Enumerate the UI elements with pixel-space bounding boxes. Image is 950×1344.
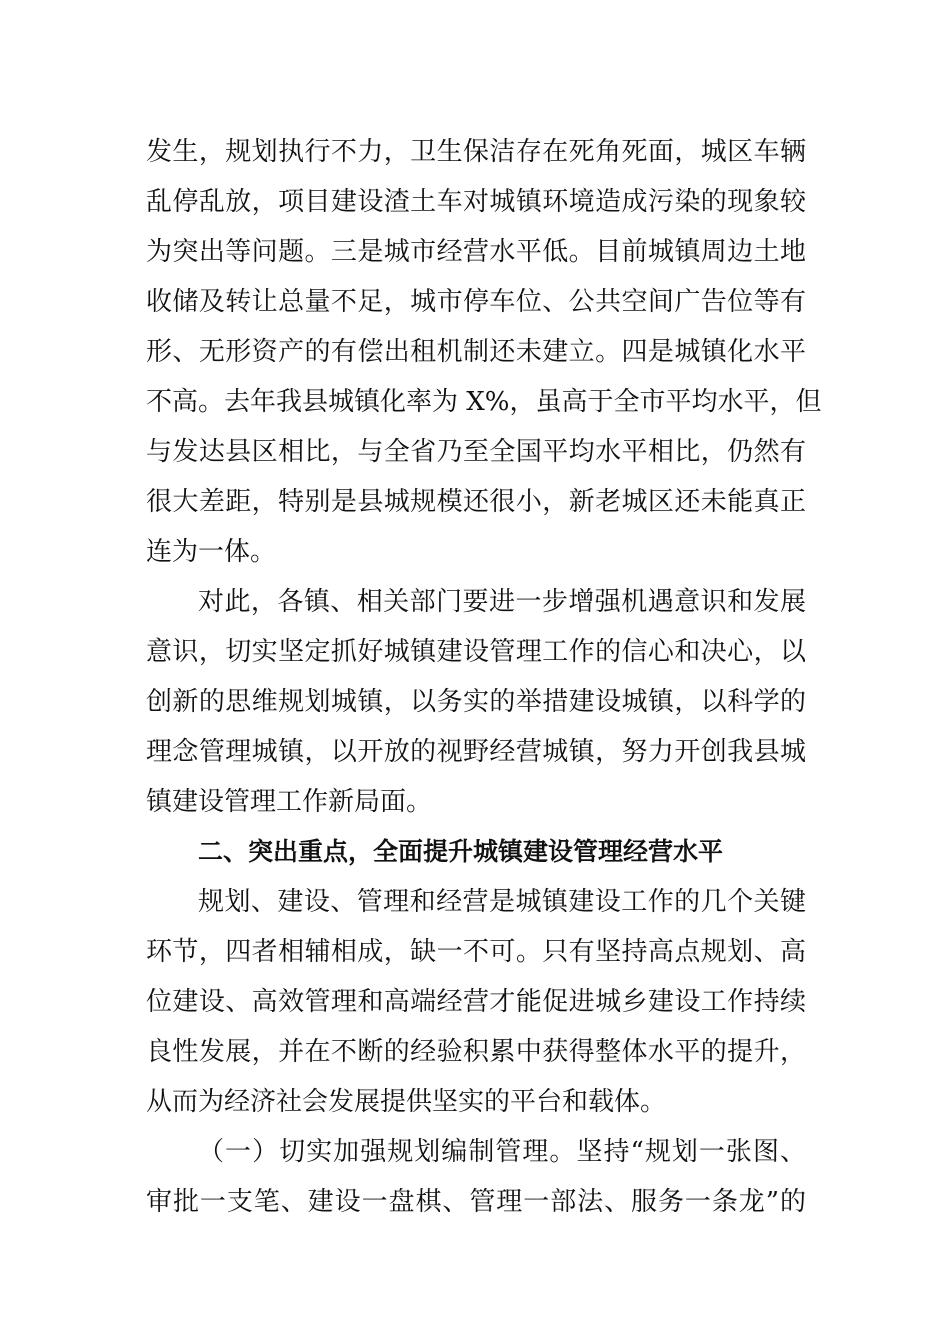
paragraph-line: 创新的思维规划城镇，以务实的举措建设城镇，以科学的: [146, 687, 806, 717]
paragraph-line: 从而为经济社会发展提供坚实的平台和载体。: [146, 1087, 667, 1117]
paragraph-line: 理念管理城镇，以开放的视野经营城镇，努力开创我县城: [146, 737, 806, 767]
paragraph-line: 与发达县区相比，与全省乃至全国平均水平相比，仍然有: [146, 437, 806, 467]
section-heading: 二、突出重点，全面提升城镇建设管理经营水平: [198, 837, 724, 866]
paragraph-3: [146, 877, 806, 1127]
paragraph-line: 连为一体。: [146, 537, 277, 567]
paragraph-line: 发生，规划执行不力，卫生保洁存在死角死面，城区车辆: [146, 137, 806, 167]
paragraph-2: [146, 577, 806, 827]
document-body: [146, 127, 822, 1227]
paragraph-line: 乱停乱放，项目建设渣土车对城镇环境造成污染的现象较: [146, 187, 806, 217]
paragraph-line: 规划、建设、管理和经营是城镇建设工作的几个关键: [198, 887, 806, 917]
paragraph-line: 形、无形资产的有偿出租机制还未建立。四是城镇化水平: [146, 337, 806, 367]
paragraph-line: 环节，四者相辅相成，缺一不可。只有坚持高点规划、高: [146, 937, 806, 967]
paragraph-4: [146, 1127, 806, 1227]
paragraph-line: 很大差距，特别是县城规模还很小，新老城区还未能真正: [146, 487, 806, 517]
paragraph-line: 对此，各镇、相关部门要进一步增强机遇意识和发展: [198, 587, 806, 617]
paragraph-line: 审批一支笔、建设一盘棋、管理一部法、服务一条龙”的: [146, 1187, 806, 1217]
paragraph-line: 镇建设管理工作新局面。: [146, 787, 433, 817]
paragraph-line: 意识，切实坚定抓好城镇建设管理工作的信心和决心，以: [146, 637, 806, 667]
paragraph-line: 位建设、高效管理和高端经营才能促进城乡建设工作持续: [146, 987, 806, 1017]
paragraph-line: 良性发展，并在不断的经验积累中获得整体水平的提升，: [146, 1037, 806, 1067]
paragraph-1: [146, 127, 822, 577]
paragraph-line: 不高。去年我县城镇化率为 X%，虽高于全市平均水平，但: [146, 387, 822, 417]
paragraph-line: 收储及转让总量不足，城市停车位、公共空间广告位等有: [146, 287, 806, 317]
paragraph-line: 为突出等问题。三是城市经营水平低。目前城镇周边土地: [146, 237, 806, 267]
paragraph-line: （一）切实加强规划编制管理。坚持“规划一张图、: [198, 1137, 806, 1167]
